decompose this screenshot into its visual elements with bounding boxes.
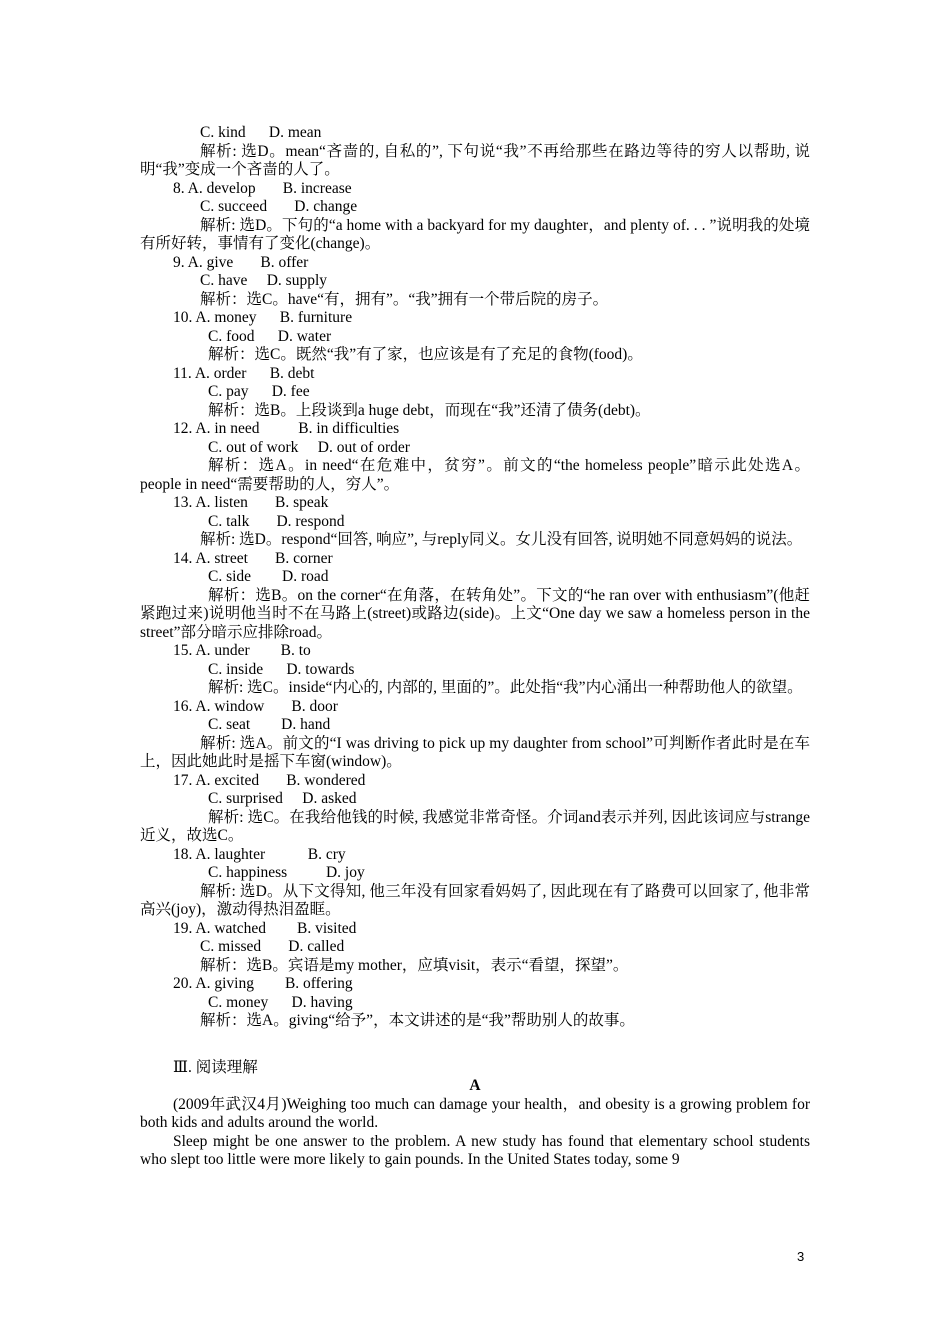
answer-option-line: C. have D. supply <box>200 272 328 289</box>
answer-option-line: 16. A. window B. door <box>173 697 338 715</box>
answer-option-line: C. inside D. towards <box>208 660 355 678</box>
answer-option-line: 8. A. develop B. increase <box>173 179 352 197</box>
explanation-text: 解析: 选C。在我给他钱的时候, 我感觉非常奇怪。介词and表示并列, 因此该词应与strange近义，故选C。 <box>140 808 810 844</box>
answer-option-line: C. surprised D. asked <box>208 790 357 807</box>
section-heading: Ⅲ. 阅读理解 <box>173 1058 258 1076</box>
answer-option-line: C. talk D. respond <box>208 512 345 530</box>
document-body <box>140 124 810 1170</box>
answer-option-line: C. seat D. hand <box>208 716 331 733</box>
explanation-text: 解析：选C。have“有，拥有”。“我”拥有一个带后院的房子。 <box>200 290 609 308</box>
explanation-text: 解析：选A。giving“给予”，本文讲述的是“我”帮助别人的故事。 <box>200 1012 635 1029</box>
answer-key-list <box>140 124 810 1031</box>
explanation-text: 解析: 选D。从下文得知, 他三年没有回家看妈妈了, 因此现在有了路费可以回家了, 他非常高兴(joy)，激动得热泪盈眶。 <box>140 882 810 918</box>
answer-option-line: C. kind D. mean <box>200 124 322 141</box>
explanation-text: 解析: 选D。下句的“a home with a backyard for my daughter，and plenty of. . . ”说明我的处境有所好转，事情有了变化(change)。 <box>140 216 810 252</box>
passage-paragraph: (2009年武汉4月)Weighing too much can damage your health，and obesity is a growing problem for both kids and adults around the world. <box>140 1095 810 1131</box>
explanation-text: 解析: 选D。respond“回答, 响应”, 与reply同义。女儿没有回答, 说明她不同意妈妈的说法。 <box>200 531 803 548</box>
explanation-text: 解析：选B。on the corner“在角落，在转角处”。下文的“he ran over with enthusiasm”(他赶紧跑过来)说明他当时不在马路上(street)或路边(side)。上文“One day we saw a homeless person in the street”部分暗示应排除road。 <box>140 586 810 641</box>
answer-option-line: 17. A. excited B. wondered <box>173 771 366 789</box>
answer-option-line: C. missed D. called <box>200 938 345 955</box>
answer-option-line: 15. A. under B. to <box>173 642 311 659</box>
answer-option-line: 11. A. order B. debt <box>173 364 315 382</box>
explanation-text: 解析：选B。宾语是my mother，应填visit，表示“看望，探望”。 <box>200 956 629 974</box>
answer-option-line: 14. A. street B. corner <box>173 549 333 567</box>
answer-option-line: C. out of work D. out of order <box>208 438 410 456</box>
answer-option-line: C. money D. having <box>208 993 353 1011</box>
explanation-text: 解析：选A。in need“在危难中，贫穷”。前文的“the homeless people”暗示此处选A。people in need“需要帮助的人，穷人”。 <box>140 457 810 493</box>
answer-option-line: C. happiness D. joy <box>208 864 365 881</box>
explanation-text: 解析: 选A。前文的“I was driving to pick up my daughter from school”可判断作者此时是在车上，因此她此时是摇下车窗(window)。 <box>140 734 810 770</box>
answer-option-line: 12. A. in need B. in difficulties <box>173 420 400 437</box>
answer-option-line: 13. A. listen B. speak <box>173 494 329 511</box>
answer-option-line: 20. A. giving B. offering <box>173 975 353 992</box>
passage-paragraph: Sleep might be one answer to the problem. A new study has found that elementary school students who slept too little were more likely to gain pounds. In the United States today, some 9 <box>140 1132 810 1168</box>
answer-option-line: C. food D. water <box>208 327 332 345</box>
explanation-text: 解析: 选C。inside“内心的, 内部的, 里面的”。此处指“我”内心涌出一种帮助他人的欲望。 <box>208 679 803 696</box>
section-gap <box>140 1031 810 1059</box>
answer-option-line: C. side D. road <box>208 568 329 585</box>
explanation-text: 解析: 选D。mean“吝啬的, 自私的”, 下句说“我”不再给那些在路边等待的穷人以帮助, 说明“我”变成一个吝啬的人了。 <box>140 142 810 178</box>
explanation-text: 解析：选C。既然“我”有了家，也应该是有了充足的食物(food)。 <box>208 346 643 363</box>
answer-option-line: 18. A. laughter B. cry <box>173 845 346 863</box>
answer-option-line: 10. A. money B. furniture <box>173 309 353 326</box>
answer-option-line: C. succeed D. change <box>200 198 358 215</box>
answer-option-line: 19. A. watched B. visited <box>173 919 357 937</box>
answer-option-line: 9. A. give B. offer <box>173 253 309 271</box>
answer-option-line: C. pay D. fee <box>208 383 310 400</box>
passage-label: A <box>469 1077 481 1094</box>
page-number: 3 <box>797 1249 805 1264</box>
explanation-text: 解析：选B。上段谈到a huge debt，而现在“我”还清了债务(debt)。 <box>208 401 651 419</box>
